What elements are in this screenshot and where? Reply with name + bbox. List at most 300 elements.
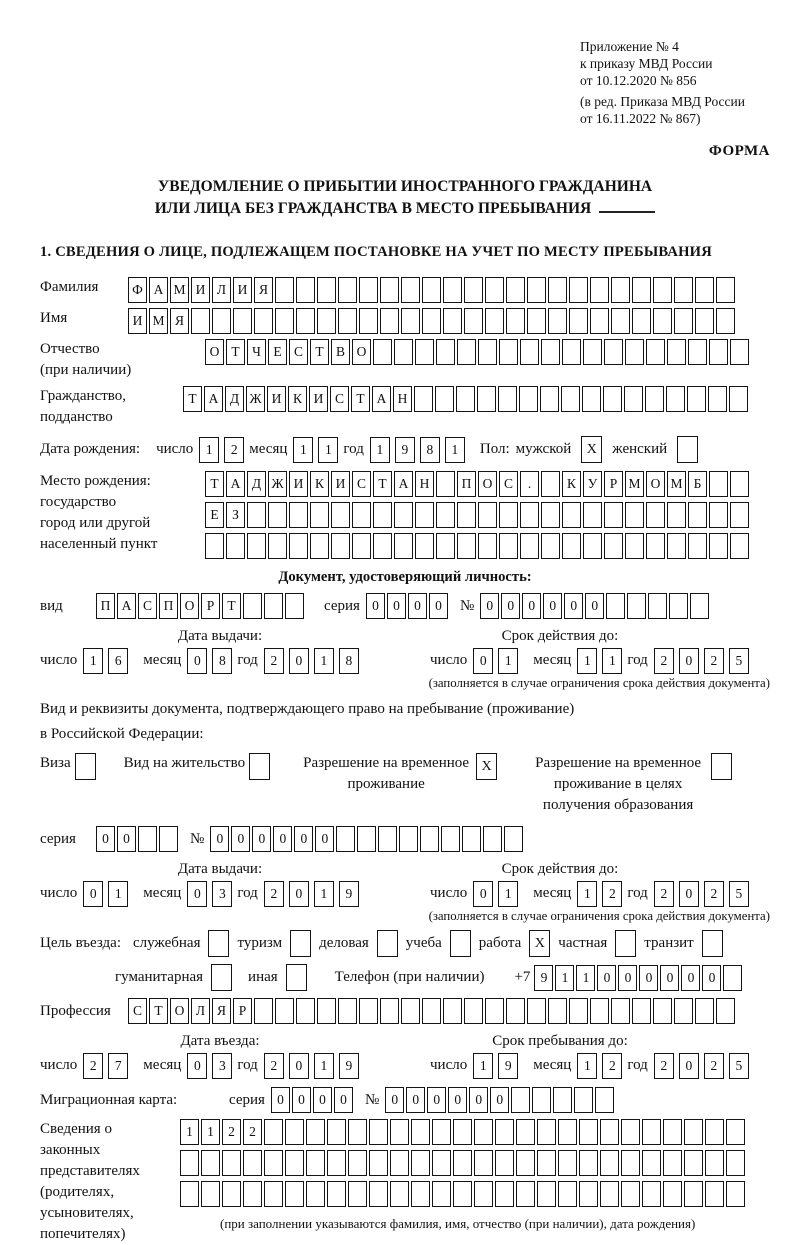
char-cell[interactable] xyxy=(642,1119,661,1145)
char-cell[interactable]: 1 xyxy=(293,437,313,463)
char-cell[interactable] xyxy=(436,502,455,528)
char-cell[interactable]: Ж xyxy=(246,386,265,412)
char-cell[interactable]: 1 xyxy=(199,437,219,463)
char-cell[interactable]: 1 xyxy=(473,1053,493,1079)
char-cell[interactable]: 1 xyxy=(498,648,518,674)
char-cell[interactable] xyxy=(474,1119,493,1145)
char-cell[interactable]: 1 xyxy=(314,881,334,907)
char-cell[interactable] xyxy=(553,1087,572,1113)
char-cell[interactable] xyxy=(663,1150,682,1176)
char-cell[interactable]: 0 xyxy=(210,826,229,852)
char-cell[interactable] xyxy=(499,502,518,528)
char-cell[interactable] xyxy=(590,277,609,303)
char-cell[interactable] xyxy=(485,308,504,334)
char-cell[interactable] xyxy=(541,533,560,559)
char-cell[interactable] xyxy=(716,998,735,1024)
char-cell[interactable]: П xyxy=(159,593,178,619)
sex-male-checkbox[interactable] xyxy=(577,436,602,463)
char-cell[interactable] xyxy=(474,1181,493,1207)
char-cell[interactable] xyxy=(310,502,329,528)
char-cell[interactable] xyxy=(327,1150,346,1176)
char-cell[interactable]: 1 xyxy=(576,965,595,991)
char-cell[interactable] xyxy=(441,826,460,852)
char-cell[interactable] xyxy=(726,1150,745,1176)
char-cell[interactable]: 0 xyxy=(366,593,385,619)
char-cell[interactable]: 9 xyxy=(498,1053,518,1079)
char-cell[interactable] xyxy=(306,1119,325,1145)
char-cell[interactable] xyxy=(264,593,283,619)
char-cell[interactable]: К xyxy=(288,386,307,412)
char-cell[interactable] xyxy=(390,1119,409,1145)
char-cell[interactable] xyxy=(191,308,210,334)
char-cell[interactable]: А xyxy=(117,593,136,619)
char-cell[interactable] xyxy=(688,533,707,559)
char-cell[interactable] xyxy=(249,753,270,780)
char-cell[interactable] xyxy=(606,593,625,619)
stay-day[interactable] xyxy=(473,1053,523,1079)
char-cell[interactable]: 0 xyxy=(543,593,562,619)
char-cell[interactable] xyxy=(611,998,630,1024)
char-cell[interactable] xyxy=(348,1150,367,1176)
char-cell[interactable]: И xyxy=(233,277,252,303)
identity-issue-year[interactable] xyxy=(264,648,364,674)
char-cell[interactable] xyxy=(611,308,630,334)
birthplace-row-2[interactable] xyxy=(205,502,751,528)
char-cell[interactable] xyxy=(499,339,518,365)
char-cell[interactable]: И xyxy=(289,471,308,497)
char-cell[interactable] xyxy=(669,593,688,619)
char-cell[interactable] xyxy=(290,930,311,957)
char-cell[interactable] xyxy=(331,533,350,559)
char-cell[interactable]: Т xyxy=(226,339,245,365)
char-cell[interactable]: 2 xyxy=(602,881,622,907)
char-cell[interactable]: Ф xyxy=(128,277,147,303)
char-cell[interactable] xyxy=(222,1181,241,1207)
char-cell[interactable] xyxy=(457,533,476,559)
char-cell[interactable] xyxy=(474,1150,493,1176)
char-cell[interactable] xyxy=(663,1119,682,1145)
char-cell[interactable]: 0 xyxy=(679,1053,699,1079)
char-cell[interactable] xyxy=(380,277,399,303)
char-cell[interactable] xyxy=(684,1181,703,1207)
char-cell[interactable] xyxy=(674,277,693,303)
char-cell[interactable] xyxy=(75,753,96,780)
residence-issue-day[interactable] xyxy=(83,881,133,907)
char-cell[interactable]: С xyxy=(499,471,518,497)
char-cell[interactable] xyxy=(726,1181,745,1207)
char-cell[interactable] xyxy=(327,1119,346,1145)
char-cell[interactable]: 0 xyxy=(231,826,250,852)
char-cell[interactable] xyxy=(642,1150,661,1176)
char-cell[interactable] xyxy=(495,1119,514,1145)
residence-permit-checkbox[interactable] xyxy=(245,753,270,780)
char-cell[interactable]: З xyxy=(226,502,245,528)
sex-female-checkbox[interactable] xyxy=(673,436,698,463)
char-cell[interactable]: Б xyxy=(688,471,707,497)
char-cell[interactable] xyxy=(695,998,714,1024)
char-cell[interactable] xyxy=(709,502,728,528)
char-cell[interactable] xyxy=(453,1150,472,1176)
char-cell[interactable]: О xyxy=(478,471,497,497)
identity-issue-day[interactable] xyxy=(83,648,133,674)
char-cell[interactable]: 1 xyxy=(370,437,390,463)
purpose-work-checkbox[interactable] xyxy=(525,930,550,957)
residence-series-cells[interactable] xyxy=(96,826,180,852)
char-cell[interactable]: Т xyxy=(222,593,241,619)
char-cell[interactable] xyxy=(432,1181,451,1207)
identity-issue-month[interactable] xyxy=(187,648,237,674)
char-cell[interactable]: 1 xyxy=(577,648,597,674)
char-cell[interactable]: О xyxy=(352,339,371,365)
char-cell[interactable] xyxy=(615,930,636,957)
stay-month[interactable] xyxy=(577,1053,627,1079)
char-cell[interactable] xyxy=(394,502,413,528)
char-cell[interactable] xyxy=(296,998,315,1024)
char-cell[interactable]: 3 xyxy=(212,1053,232,1079)
migration-number-cells[interactable] xyxy=(385,1087,616,1113)
char-cell[interactable] xyxy=(667,502,686,528)
char-cell[interactable]: 0 xyxy=(315,826,334,852)
char-cell[interactable] xyxy=(558,1181,577,1207)
char-cell[interactable]: Р xyxy=(604,471,623,497)
char-cell[interactable] xyxy=(317,277,336,303)
char-cell[interactable]: 2 xyxy=(222,1119,241,1145)
stay-year[interactable] xyxy=(654,1053,754,1079)
char-cell[interactable]: Л xyxy=(212,277,231,303)
char-cell[interactable] xyxy=(378,826,397,852)
char-cell[interactable] xyxy=(716,308,735,334)
char-cell[interactable] xyxy=(569,998,588,1024)
temp-residence-checkbox[interactable] xyxy=(472,753,497,780)
char-cell[interactable] xyxy=(306,1181,325,1207)
identity-valid-day[interactable] xyxy=(473,648,523,674)
char-cell[interactable]: 3 xyxy=(212,881,232,907)
char-cell[interactable]: 2 xyxy=(264,648,284,674)
char-cell[interactable] xyxy=(205,533,224,559)
char-cell[interactable]: 8 xyxy=(212,648,232,674)
char-cell[interactable] xyxy=(642,1181,661,1207)
char-cell[interactable] xyxy=(558,1119,577,1145)
residence-valid-day[interactable] xyxy=(473,881,523,907)
char-cell[interactable]: 9 xyxy=(339,1053,359,1079)
char-cell[interactable]: Т xyxy=(149,998,168,1024)
char-cell[interactable]: М xyxy=(667,471,686,497)
char-cell[interactable] xyxy=(338,998,357,1024)
char-cell[interactable] xyxy=(348,1119,367,1145)
char-cell[interactable] xyxy=(495,1150,514,1176)
char-cell[interactable]: К xyxy=(310,471,329,497)
char-cell[interactable]: А xyxy=(372,386,391,412)
char-cell[interactable]: 0 xyxy=(294,826,313,852)
char-cell[interactable]: 0 xyxy=(289,881,309,907)
char-cell[interactable] xyxy=(233,308,252,334)
char-cell[interactable] xyxy=(574,1087,593,1113)
char-cell[interactable] xyxy=(663,1181,682,1207)
char-cell[interactable]: 0 xyxy=(385,1087,404,1113)
char-cell[interactable] xyxy=(211,964,232,991)
char-cell[interactable] xyxy=(401,277,420,303)
char-cell[interactable]: Д xyxy=(225,386,244,412)
char-cell[interactable] xyxy=(666,386,685,412)
char-cell[interactable] xyxy=(394,533,413,559)
char-cell[interactable]: Т xyxy=(373,471,392,497)
char-cell[interactable] xyxy=(561,386,580,412)
char-cell[interactable]: Я xyxy=(212,998,231,1024)
char-cell[interactable] xyxy=(359,308,378,334)
surname-cells[interactable] xyxy=(128,277,737,303)
char-cell[interactable]: И xyxy=(128,308,147,334)
char-cell[interactable]: 0 xyxy=(289,1053,309,1079)
char-cell[interactable] xyxy=(582,386,601,412)
char-cell[interactable] xyxy=(583,533,602,559)
char-cell[interactable]: X xyxy=(581,436,602,463)
char-cell[interactable]: . xyxy=(520,471,539,497)
entry-month[interactable] xyxy=(187,1053,237,1079)
char-cell[interactable] xyxy=(562,533,581,559)
char-cell[interactable]: О xyxy=(205,339,224,365)
char-cell[interactable]: Н xyxy=(415,471,434,497)
char-cell[interactable] xyxy=(450,930,471,957)
char-cell[interactable] xyxy=(336,826,355,852)
char-cell[interactable] xyxy=(285,1150,304,1176)
char-cell[interactable]: 2 xyxy=(264,1053,284,1079)
char-cell[interactable] xyxy=(498,386,517,412)
char-cell[interactable]: А xyxy=(149,277,168,303)
char-cell[interactable] xyxy=(243,593,262,619)
char-cell[interactable]: 8 xyxy=(420,437,440,463)
char-cell[interactable] xyxy=(208,930,229,957)
char-cell[interactable]: Е xyxy=(268,339,287,365)
char-cell[interactable]: 0 xyxy=(273,826,292,852)
identity-valid-year[interactable] xyxy=(654,648,754,674)
char-cell[interactable] xyxy=(537,1181,556,1207)
purpose-humanitarian-checkbox[interactable] xyxy=(207,964,232,991)
char-cell[interactable]: А xyxy=(394,471,413,497)
char-cell[interactable] xyxy=(499,533,518,559)
profession-cells[interactable] xyxy=(128,998,737,1024)
char-cell[interactable] xyxy=(401,308,420,334)
char-cell[interactable] xyxy=(611,277,630,303)
char-cell[interactable] xyxy=(485,277,504,303)
char-cell[interactable] xyxy=(709,471,728,497)
char-cell[interactable] xyxy=(604,533,623,559)
char-cell[interactable] xyxy=(462,826,481,852)
char-cell[interactable] xyxy=(627,593,646,619)
char-cell[interactable] xyxy=(415,533,434,559)
char-cell[interactable]: Т xyxy=(205,471,224,497)
char-cell[interactable] xyxy=(456,386,475,412)
char-cell[interactable]: 0 xyxy=(289,648,309,674)
char-cell[interactable]: 0 xyxy=(522,593,541,619)
char-cell[interactable] xyxy=(520,533,539,559)
char-cell[interactable] xyxy=(667,533,686,559)
char-cell[interactable] xyxy=(632,998,651,1024)
char-cell[interactable] xyxy=(201,1181,220,1207)
char-cell[interactable] xyxy=(705,1150,724,1176)
char-cell[interactable] xyxy=(222,1150,241,1176)
char-cell[interactable] xyxy=(285,593,304,619)
char-cell[interactable] xyxy=(723,965,742,991)
char-cell[interactable] xyxy=(401,998,420,1024)
char-cell[interactable] xyxy=(285,1181,304,1207)
char-cell[interactable]: 2 xyxy=(704,1053,724,1079)
char-cell[interactable] xyxy=(506,998,525,1024)
char-cell[interactable] xyxy=(338,308,357,334)
char-cell[interactable] xyxy=(390,1181,409,1207)
char-cell[interactable] xyxy=(247,533,266,559)
char-cell[interactable] xyxy=(373,502,392,528)
char-cell[interactable] xyxy=(540,386,559,412)
char-cell[interactable] xyxy=(730,533,749,559)
representatives-row-3[interactable] xyxy=(180,1181,747,1207)
char-cell[interactable]: 8 xyxy=(339,648,359,674)
char-cell[interactable]: Р xyxy=(201,593,220,619)
char-cell[interactable] xyxy=(338,277,357,303)
char-cell[interactable] xyxy=(504,826,523,852)
char-cell[interactable]: 0 xyxy=(387,593,406,619)
char-cell[interactable] xyxy=(690,593,709,619)
char-cell[interactable] xyxy=(645,386,664,412)
char-cell[interactable]: 0 xyxy=(292,1087,311,1113)
char-cell[interactable] xyxy=(457,339,476,365)
char-cell[interactable] xyxy=(541,502,560,528)
char-cell[interactable] xyxy=(702,930,723,957)
purpose-private-checkbox[interactable] xyxy=(611,930,636,957)
char-cell[interactable] xyxy=(436,339,455,365)
char-cell[interactable] xyxy=(432,1150,451,1176)
purpose-business-checkbox[interactable] xyxy=(373,930,398,957)
char-cell[interactable] xyxy=(435,386,454,412)
identity-valid-month[interactable] xyxy=(577,648,627,674)
char-cell[interactable]: 5 xyxy=(729,1053,749,1079)
char-cell[interactable]: 2 xyxy=(704,648,724,674)
char-cell[interactable] xyxy=(390,1150,409,1176)
char-cell[interactable]: 5 xyxy=(729,648,749,674)
purpose-study-checkbox[interactable] xyxy=(446,930,471,957)
char-cell[interactable] xyxy=(254,308,273,334)
char-cell[interactable] xyxy=(436,471,455,497)
birthplace-row-3[interactable] xyxy=(205,533,751,559)
char-cell[interactable] xyxy=(506,277,525,303)
char-cell[interactable]: 0 xyxy=(490,1087,509,1113)
char-cell[interactable]: X xyxy=(529,930,550,957)
char-cell[interactable]: К xyxy=(562,471,581,497)
char-cell[interactable]: 1 xyxy=(602,648,622,674)
char-cell[interactable] xyxy=(562,502,581,528)
char-cell[interactable]: А xyxy=(226,471,245,497)
char-cell[interactable] xyxy=(705,1181,724,1207)
char-cell[interactable]: 0 xyxy=(681,965,700,991)
char-cell[interactable] xyxy=(730,471,749,497)
doc-kind-cells[interactable] xyxy=(96,593,306,619)
char-cell[interactable]: 1 xyxy=(318,437,338,463)
char-cell[interactable] xyxy=(422,998,441,1024)
temp-residence-education-checkbox[interactable] xyxy=(707,753,732,780)
char-cell[interactable]: П xyxy=(96,593,115,619)
entry-day[interactable] xyxy=(83,1053,133,1079)
char-cell[interactable]: С xyxy=(330,386,349,412)
char-cell[interactable] xyxy=(730,339,749,365)
char-cell[interactable] xyxy=(684,1119,703,1145)
char-cell[interactable]: Т xyxy=(183,386,202,412)
char-cell[interactable] xyxy=(415,339,434,365)
char-cell[interactable]: 1 xyxy=(314,648,334,674)
char-cell[interactable] xyxy=(562,339,581,365)
char-cell[interactable]: Т xyxy=(351,386,370,412)
char-cell[interactable] xyxy=(247,502,266,528)
char-cell[interactable] xyxy=(268,502,287,528)
char-cell[interactable]: 2 xyxy=(654,881,674,907)
char-cell[interactable]: 2 xyxy=(83,1053,103,1079)
char-cell[interactable]: 0 xyxy=(480,593,499,619)
char-cell[interactable] xyxy=(373,339,392,365)
char-cell[interactable]: 0 xyxy=(660,965,679,991)
char-cell[interactable] xyxy=(478,339,497,365)
birth-year-cells[interactable] xyxy=(370,437,470,463)
char-cell[interactable]: Я xyxy=(254,277,273,303)
char-cell[interactable] xyxy=(352,533,371,559)
char-cell[interactable]: 0 xyxy=(473,648,493,674)
char-cell[interactable] xyxy=(317,998,336,1024)
char-cell[interactable] xyxy=(478,502,497,528)
char-cell[interactable]: Л xyxy=(191,998,210,1024)
char-cell[interactable]: Е xyxy=(205,502,224,528)
char-cell[interactable] xyxy=(621,1181,640,1207)
residence-valid-month[interactable] xyxy=(577,881,627,907)
char-cell[interactable]: М xyxy=(170,277,189,303)
char-cell[interactable] xyxy=(306,1150,325,1176)
char-cell[interactable] xyxy=(275,998,294,1024)
char-cell[interactable] xyxy=(264,1150,283,1176)
char-cell[interactable] xyxy=(457,502,476,528)
char-cell[interactable] xyxy=(377,930,398,957)
char-cell[interactable]: А xyxy=(204,386,223,412)
char-cell[interactable] xyxy=(348,1181,367,1207)
residence-issue-month[interactable] xyxy=(187,881,237,907)
purpose-tourism-checkbox[interactable] xyxy=(286,930,311,957)
char-cell[interactable]: 0 xyxy=(271,1087,290,1113)
char-cell[interactable]: Ч xyxy=(247,339,266,365)
char-cell[interactable] xyxy=(695,308,714,334)
char-cell[interactable] xyxy=(289,533,308,559)
char-cell[interactable] xyxy=(359,998,378,1024)
char-cell[interactable] xyxy=(726,1119,745,1145)
char-cell[interactable]: 1 xyxy=(180,1119,199,1145)
visa-checkbox[interactable] xyxy=(71,753,96,780)
char-cell[interactable] xyxy=(310,533,329,559)
char-cell[interactable]: В xyxy=(331,339,350,365)
char-cell[interactable]: П xyxy=(457,471,476,497)
char-cell[interactable]: 0 xyxy=(313,1087,332,1113)
char-cell[interactable] xyxy=(369,1181,388,1207)
char-cell[interactable] xyxy=(677,436,698,463)
char-cell[interactable] xyxy=(180,1150,199,1176)
char-cell[interactable]: 0 xyxy=(252,826,271,852)
char-cell[interactable] xyxy=(537,1119,556,1145)
char-cell[interactable] xyxy=(646,502,665,528)
char-cell[interactable]: 0 xyxy=(469,1087,488,1113)
char-cell[interactable] xyxy=(667,339,686,365)
char-cell[interactable] xyxy=(688,502,707,528)
char-cell[interactable]: 0 xyxy=(679,881,699,907)
char-cell[interactable]: 0 xyxy=(501,593,520,619)
char-cell[interactable] xyxy=(653,998,672,1024)
char-cell[interactable] xyxy=(541,339,560,365)
char-cell[interactable] xyxy=(422,277,441,303)
char-cell[interactable] xyxy=(464,277,483,303)
char-cell[interactable]: 0 xyxy=(618,965,637,991)
char-cell[interactable] xyxy=(453,1119,472,1145)
